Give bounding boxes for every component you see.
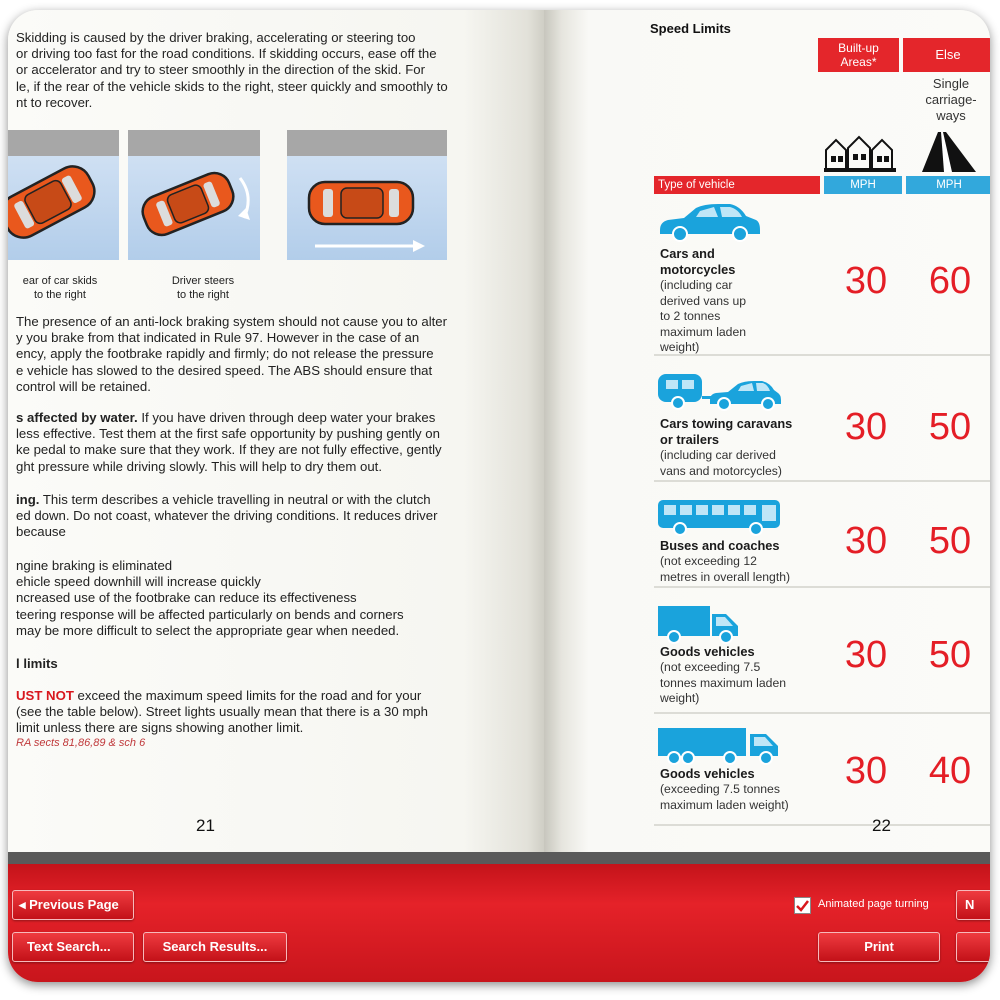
vehicle-name-line: Cars and <box>660 246 715 261</box>
header-line: ways <box>936 108 966 123</box>
text-line: or accelerator and try to steer smoothly in the direction of the skid. For <box>16 62 425 78</box>
lorry-icon <box>656 726 782 766</box>
text-line: exceed the maximum speed limits for the road and for your <box>73 688 422 703</box>
vehicle-name <box>660 416 792 447</box>
text-line: If you have driven through deep water your brakes <box>137 410 436 425</box>
text-line: e vehicle has slowed to the desired speed. The ABS should ensure that <box>16 362 433 378</box>
type-of-vehicle-header: Type of vehicle <box>654 176 820 194</box>
list-item: ncreased use of the footbrake can reduce its effectiveness <box>16 590 357 606</box>
vehicle-desc-line: metres in overall length) <box>660 569 791 584</box>
vehicle-desc-line: (not exceeding 12 <box>660 554 757 568</box>
text-line: control will be retained. <box>16 378 151 394</box>
toolbar-button-partial[interactable] <box>956 932 990 962</box>
speed-single-carriageway: 60 <box>928 260 972 302</box>
speed-limits-paragraph <box>16 688 428 737</box>
vehicle-name: Buses and coaches <box>660 538 780 553</box>
text-line: This term describes a vehicle travelling in neutral or with the clutch <box>39 492 431 507</box>
header-line: carriage- <box>925 92 977 107</box>
table-row-buses <box>654 484 990 588</box>
text-line: The presence of an anti-lock braking system should not cause you to alter <box>16 314 448 329</box>
vehicle-desc-line: (not exceeding 7.5 <box>660 660 761 674</box>
skid-paragraph <box>16 30 448 111</box>
text-line: ed down. Do not coast, whatever the driving conditions. It reduces driver <box>16 508 438 524</box>
caption-line: to the right <box>34 289 86 301</box>
caption-line: ear of car skids <box>22 275 98 287</box>
next-page-button[interactable]: N <box>956 890 990 920</box>
header-line: Areas* <box>840 55 877 69</box>
water-paragraph <box>16 410 442 475</box>
header-line: Built-up <box>838 41 879 55</box>
text-line: because <box>16 524 66 540</box>
vehicle-name: Goods vehicles <box>660 766 755 781</box>
speed-single-carriageway: 40 <box>928 750 972 792</box>
vehicle-description <box>660 782 789 813</box>
speed-built-up: 30 <box>844 260 888 302</box>
law-reference: RA sects 81,86,89 & sch 6 <box>16 737 146 749</box>
car-steering-icon <box>128 130 260 260</box>
header-line: Single <box>932 76 970 91</box>
vehicle-description <box>660 660 786 707</box>
text-line: (see the table below). Street lights usually mean that there is a 30 mph <box>16 704 428 720</box>
text-search-button[interactable]: Text Search... <box>12 932 134 962</box>
mph-header-built-up: MPH <box>824 176 902 194</box>
table-row-goods-small <box>654 590 990 714</box>
list-item: teering response will be affected particularly on bends and corners <box>16 606 404 622</box>
speed-built-up: 30 <box>844 406 888 448</box>
vehicle-desc-line: to 2 tonnes <box>660 309 721 323</box>
vehicle-desc-line: weight) <box>660 340 700 354</box>
text-line: nt to recover. <box>16 94 93 110</box>
vehicle-name-line: motorcycles <box>660 261 736 277</box>
animated-page-turning-checkbox[interactable] <box>794 897 811 914</box>
text-line: ght pressure while driving slowly. This will help to dry them out. <box>16 458 382 474</box>
vehicle-name <box>660 246 735 277</box>
left-page <box>8 10 544 852</box>
van-icon <box>656 604 742 644</box>
caption-line: to the right <box>177 289 229 301</box>
right-page <box>544 10 990 852</box>
vehicle-desc-line: (exceeding 7.5 tonnes <box>660 782 780 796</box>
page-number-left: 21 <box>196 816 215 835</box>
vehicle-desc-line: (including car <box>660 278 733 292</box>
search-results-button[interactable]: Search Results... <box>143 932 287 962</box>
must-not-emphasis: UST NOT <box>16 688 74 703</box>
vehicle-desc-line: maximum laden weight) <box>660 797 789 812</box>
vehicle-desc-line: (including car derived <box>660 448 776 462</box>
car-recovered-icon <box>287 130 447 260</box>
speed-single-carriageway: 50 <box>928 406 972 448</box>
vehicle-name-line: or trailers <box>660 431 720 447</box>
page-number-right: 22 <box>872 816 891 835</box>
skid-illustration-3 <box>287 130 447 260</box>
mph-header-single: MPH <box>906 176 990 194</box>
header-elsewhere: Else <box>903 38 990 72</box>
caravan-icon <box>656 370 782 412</box>
single-carriageway-road-icon <box>918 132 978 172</box>
text-line: or driving too fast for the road conditions. If skidding occurs, ease off the <box>16 46 437 62</box>
list-item: may be more difficult to select the appropriate gear when needed. <box>16 622 400 638</box>
vehicle-name: Goods vehicles <box>660 644 755 659</box>
bus-icon <box>656 498 784 536</box>
text-line: limit unless there are signs showing another limit. <box>16 720 304 736</box>
table-row-caravans <box>654 358 990 482</box>
ebook-viewer-window <box>8 10 990 982</box>
header-single-carriageways <box>909 76 990 124</box>
coasting-heading: ing. <box>16 492 40 507</box>
speed-limits-heading: l limits <box>16 656 58 671</box>
speed-built-up: 30 <box>844 750 888 792</box>
text-line: ke pedal to make sure that they work. If they are not fully effective, gently <box>16 442 442 458</box>
coasting-paragraph <box>16 492 438 541</box>
table-row-cars <box>654 196 990 356</box>
skid-illustration-2 <box>128 130 260 260</box>
vehicle-description <box>660 554 790 585</box>
vehicle-desc-line: tonnes maximum laden <box>660 675 786 690</box>
speed-limits-title: Speed Limits <box>650 21 731 36</box>
list-item: ehicle speed downhill will increase quickly <box>16 574 261 590</box>
text-line: le, if the rear of the vehicle skids to the right, steer quickly and smoothly to <box>16 78 448 94</box>
car-skidding-icon <box>8 130 119 260</box>
caption-rear-skids <box>8 274 112 302</box>
text-line: Skidding is caused by the driver braking, accelerating or steering too <box>16 30 416 45</box>
text-line: y you brake from that indicated in Rule 97. However in the case of an <box>16 330 420 346</box>
vehicle-description <box>660 448 782 479</box>
speed-single-carriageway: 50 <box>928 520 972 562</box>
checkmark-icon <box>795 898 810 913</box>
speed-single-carriageway: 50 <box>928 634 972 676</box>
header-built-up-areas <box>818 38 899 72</box>
speed-built-up: 30 <box>844 634 888 676</box>
vehicle-desc-line: maximum laden <box>660 324 747 339</box>
car-icon <box>656 202 762 242</box>
skid-illustration-1 <box>8 130 119 260</box>
list-item: ngine braking is eliminated <box>16 558 173 573</box>
previous-page-button[interactable]: ◂ Previous Page <box>12 890 134 920</box>
vehicle-name-line: Cars towing caravans <box>660 416 793 431</box>
abs-paragraph <box>16 314 447 395</box>
caption-line: Driver steers <box>171 275 235 287</box>
houses-icon <box>824 132 896 172</box>
text-line: less effective. Test them at the first safe opportunity by pushing gently on <box>16 426 440 442</box>
text-line: ency, apply the footbrake rapidly and firmly; do not release the pressure <box>16 346 434 362</box>
animated-page-turning-label: Animated page turning <box>818 898 929 910</box>
vehicle-desc-line: derived vans up <box>660 293 747 308</box>
table-row-goods-large <box>654 716 990 826</box>
water-heading: s affected by water. <box>16 410 138 425</box>
vehicle-description <box>660 278 746 356</box>
vehicle-desc-line: weight) <box>660 691 700 705</box>
caption-driver-steers <box>148 274 258 302</box>
print-button[interactable]: Print <box>818 932 940 962</box>
navigation-toolbar <box>8 852 990 982</box>
vehicle-desc-line: vans and motorcycles) <box>660 463 782 478</box>
speed-built-up: 30 <box>844 520 888 562</box>
coasting-bullets <box>16 558 404 639</box>
